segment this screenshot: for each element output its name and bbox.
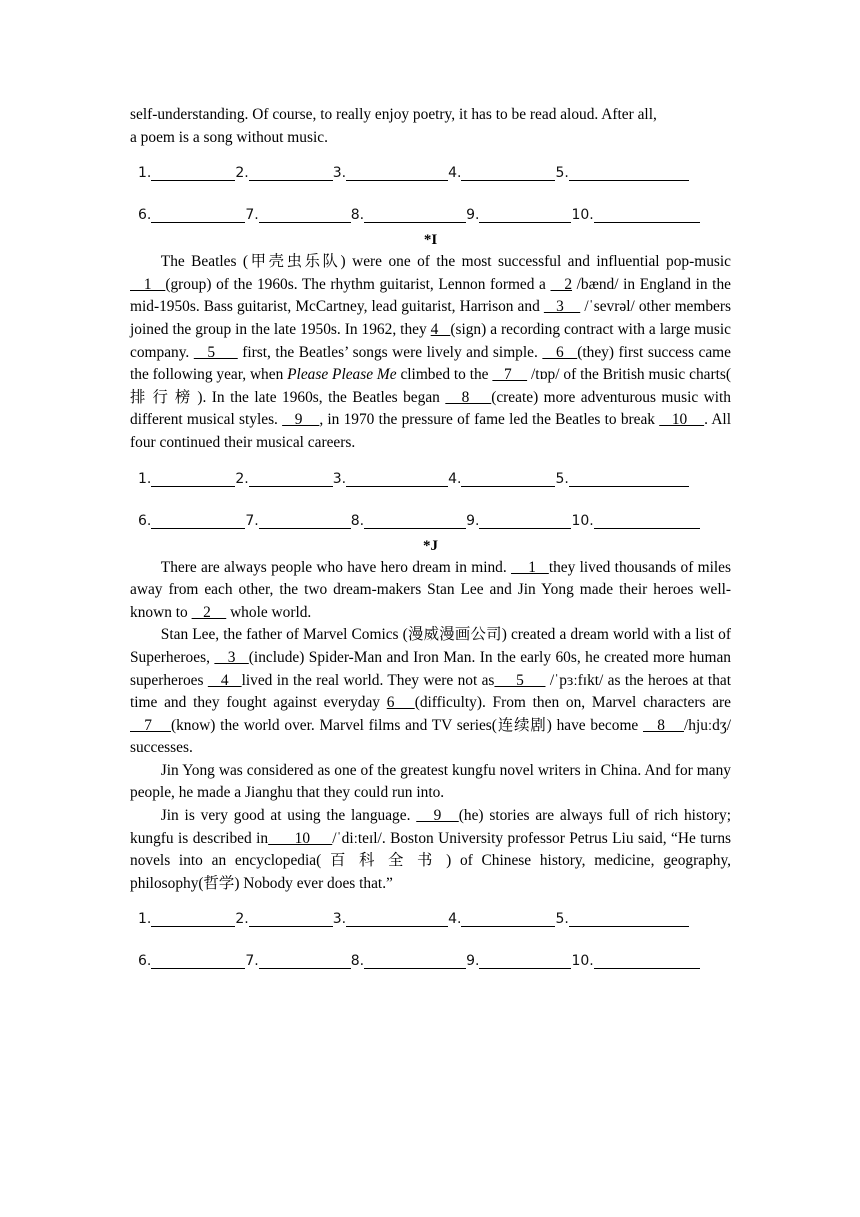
answer-blank[interactable] [249,470,333,487]
text: (create) more adventurous music with different musical styles. [130,388,731,429]
answer-label: 10. [571,953,594,970]
text: /ˈpɜːfɪkt/ as the heroes at that time and they fought against everyday [130,671,731,712]
answer-blank[interactable] [259,206,351,223]
answer-blank[interactable] [249,910,333,927]
answer-blank[interactable] [594,512,700,529]
text: /hjuːdʒ/ successes. [130,716,731,757]
answer-label: 1. [138,470,152,487]
answer-label: 9. [466,512,480,529]
answer-label: 1. [138,165,152,182]
song-title: Please Please Me [287,366,397,384]
section-heading-j: *J [423,537,438,554]
section-heading-i: *I [423,232,438,249]
text: , in 1970 the pressure of fame led the Beatles to break [319,411,660,429]
answer-label: 3. [332,165,347,182]
gap-blank: 8 [445,388,492,406]
answer-blank[interactable] [594,952,700,969]
passage-j-paragraph-3: Jin Yong was considered as one of the greatest kungfu novel writers in China. And for many people, he made a Jianghu that they could run into. [130,761,731,802]
answer-blank[interactable] [151,470,235,487]
gap-blank: 4 [207,671,242,689]
intro-tail-line-2: a poem is a song without music. [130,128,328,146]
answer-blank[interactable] [346,470,448,487]
answer-label: 10. [571,512,594,529]
passage-j-paragraph-4 [130,805,731,895]
answer-blank[interactable] [569,164,689,181]
intro-tail-line-1: self-understanding. Of course, to really enjoy poetry, it has to be read aloud. After all, [130,106,657,123]
gap-blank: 5 [494,671,546,689]
gap-blank: 9 [416,807,459,825]
gap-blank: 5 [193,343,238,361]
answer-label: 1. [138,911,152,928]
answer-label: 5. [555,911,569,928]
answer-blank[interactable] [569,470,689,487]
gap-blank: 10 [659,411,705,429]
answer-blank[interactable] [461,910,555,927]
text: /ˈdiːteɪl/. Boston University professor Petrus Liu said, “He turns novels into an encyclopedia( 百 科 全 书 ) of Chinese history, medicine, geography, philosophy(哲学) Nobody ever does that.” [130,829,732,892]
answer-blank[interactable] [259,512,351,529]
answer-label: 4. [448,470,462,487]
answer-label: 2. [235,165,249,182]
gap-blank: 9 [282,411,320,429]
answer-row [138,465,731,487]
passage-j-paragraph-1 [130,557,731,625]
answer-label: 2. [235,470,249,487]
answer-label: 6. [138,512,152,529]
answer-blank[interactable] [569,910,689,927]
answer-label: 7. [245,512,259,529]
text: (group) of the 1960s. The rhythm guitarist, Lennon formed a [165,275,551,293]
answer-label: 4. [448,911,462,928]
gap-blank: 1 [511,558,549,576]
gap-blank: 7 [130,716,171,734]
gap-blank: 7 [492,366,528,384]
answer-row [138,905,731,927]
gap-blank: 2 [550,275,573,293]
text: they lived thousands of miles away from each other, the two dream-makers Stan Lee and Jin Yong made their heroes well-known to [130,558,731,621]
gap-blank: 3 [214,648,249,666]
answer-blank[interactable] [151,206,245,223]
gap-blank: 8 [643,716,684,734]
worksheet-page [130,104,731,969]
answer-blank[interactable] [479,512,571,529]
gap-blank: 1 [130,275,166,293]
answer-blank[interactable] [479,952,571,969]
answer-blank[interactable] [364,206,466,223]
answer-label: 3. [332,911,347,928]
answer-label: 5. [555,470,569,487]
text: (difficulty). From then on, Marvel characters are [414,694,731,712]
answer-blank[interactable] [151,910,235,927]
answer-row [138,507,731,529]
answer-label: 7. [245,207,259,224]
answer-label: 6. [138,207,152,224]
answer-blank[interactable] [594,206,700,223]
passage-i [130,251,731,454]
text: lived in the real world. They were not as [241,671,495,689]
text: . All four continued their musical careers. [130,411,731,451]
gap-blank: 2 [191,603,227,621]
answer-row [138,201,731,223]
answer-blank[interactable] [259,952,351,969]
text: whole world. [226,603,312,621]
text: The Beatles (甲壳虫乐队) were one of the most successful and influential pop-music [160,253,731,271]
text: Jin is very good at using the language. [160,807,417,825]
gap-blank: 3 [543,298,581,316]
answer-blank[interactable] [461,470,555,487]
text: There are always people who have hero dream in mind. [160,558,512,576]
answer-blank[interactable] [346,910,448,927]
answer-blank[interactable] [346,164,448,181]
answer-label: 9. [466,953,480,970]
answer-blank[interactable] [461,164,555,181]
gap-blank: 4 [430,320,451,338]
text: (know) the world over. Marvel films and TV series(连续剧) have become [170,716,643,734]
text: first, the Beatles’ songs were lively and simple. [237,343,543,361]
answer-label: 9. [466,207,480,224]
passage-j-paragraph-2 [130,624,731,760]
text: /ˈsevrəl/ other members joined the group in the late 1950s. In 1962, they [130,298,731,338]
answer-label: 6. [138,953,152,970]
answer-label: 7. [245,953,259,970]
answer-label: 10. [571,207,594,224]
answer-label: 8. [350,953,365,970]
text: Stan Lee, the father of Marvel Comics (漫威漫画公司) created a dream world with a list of Superheroes, [130,626,731,666]
answer-label: 2. [235,911,249,928]
text: (they) first success came the following year, when [130,343,731,384]
gap-blank: 6 [542,343,578,361]
text: climbed to the [396,366,493,384]
answer-label: 8. [350,512,365,529]
text: (he) stories are always full of rich history; kungfu is described in [130,807,731,847]
gap-blank: 6 [386,694,415,712]
answer-row [138,947,731,969]
answer-blank[interactable] [249,164,333,181]
answer-blank[interactable] [151,512,245,529]
answer-blank[interactable] [364,952,466,969]
answer-label: 3. [332,470,347,487]
text: (sign) a recording contract with a large music company. [130,320,731,361]
text: (include) Spider-Man and Iron Man. In the early 60s, he created more human superheroes [130,648,731,689]
answer-blank[interactable] [151,952,245,969]
answer-row [138,159,731,181]
answer-blank[interactable] [151,164,235,181]
answer-label: 5. [555,165,569,182]
answer-label: 8. [350,207,365,224]
text: /tɒp/ of the British music charts( 排 行 榜 ). In the late 1960s, the Beatles began [130,366,731,406]
answer-label: 4. [448,165,462,182]
answer-blank[interactable] [364,512,466,529]
text: /bænd/ in England in the mid-1950s. Bass guitarist, McCartney, lead guitarist, Harrison and [130,275,731,316]
answer-blank[interactable] [479,206,571,223]
gap-blank: 10 [268,829,333,847]
